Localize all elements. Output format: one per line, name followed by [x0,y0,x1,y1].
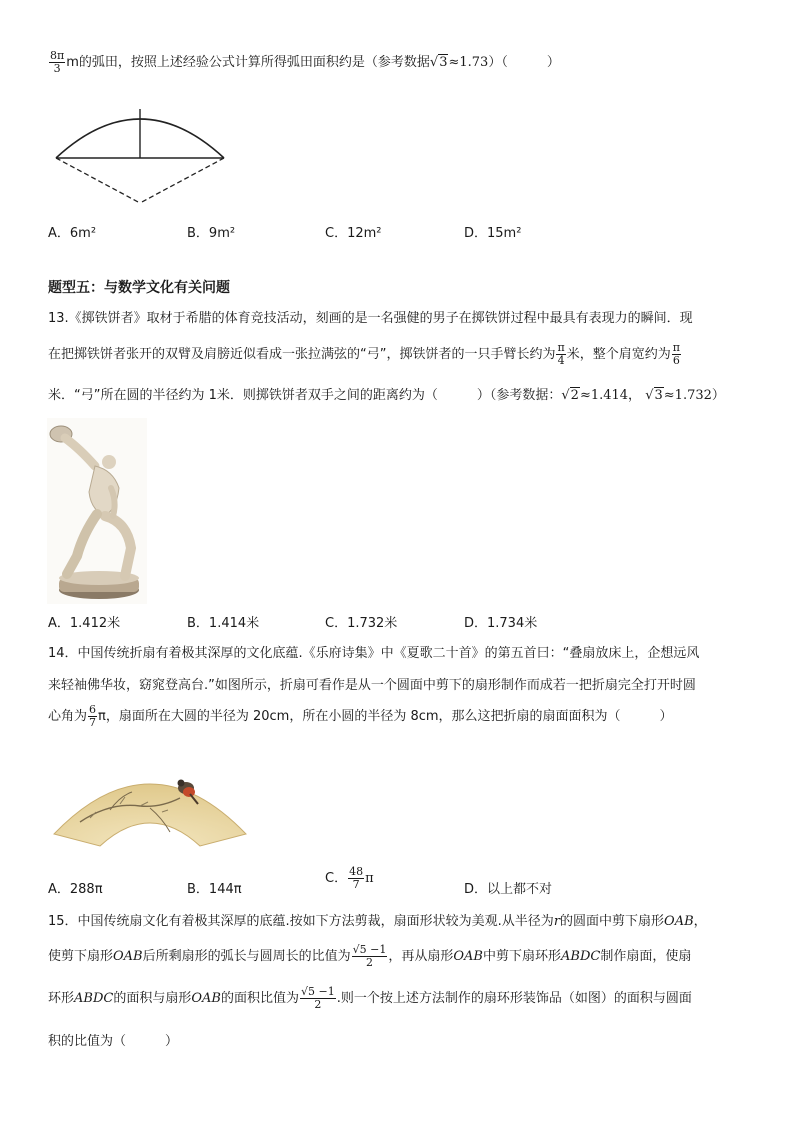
q14-fraction-angle: $\frac{6}{7}$ [89,703,97,729]
q13-fraction-arm: $\frac{\pi}{4}$ [557,341,565,367]
q14-option-d[interactable]: D．以上都不对 [464,882,553,897]
q12-option-a[interactable]: A．6m² [48,226,97,241]
q13-option-c[interactable]: C．1.732米 [325,616,398,631]
q12-option-b[interactable]: B．9m² [187,226,236,241]
q14-option-b[interactable]: B．144π [187,882,242,897]
section-heading: 题型五：与数学文化有关问题 [48,280,230,296]
q14-line2: 来轻袖佛华妆，窈窕登高台.”如图所示，折扇可看作是从一个圆面中剪下的扇形制作而成若一把折扇完全打开时圆 [48,678,696,693]
sqrt-symbol: √3 [429,55,448,70]
q15-line2: 使剪下扇形OAB后所剩扇形的弧长与圆周长的比值为 $\frac{√5 -1}{2}$ ，再从扇形OAB中剪下扇环形ABDC制作扇面，使扇 [48,943,692,969]
q14-option-c-fraction: $\frac{48}{7}$ [349,865,364,891]
q13-option-b[interactable]: B．1.414米 [187,616,260,631]
q14-line3: 心角为 $\frac{6}{7}$ π，扇面所在大圆的半径为 20cm，所在小圆的半径为 8cm，那么这把折扇的扇面面积为（ ） [48,703,673,729]
discobolus-statue-image [47,418,147,604]
sqrt-symbol: √3 [645,388,663,403]
q15-fraction-ratio: $\frac{√5 -1}{2}$ [352,943,387,969]
q15-line3: 环形ABDC的面积与扇形OAB的面积比值为 $\frac{√5 -1}{2}$ .则一个按上述方法制作的扇环形装饰品（如图）的面积与圆面 [48,985,692,1011]
q15-line4: 积的比值为（ ） [48,1034,179,1049]
arc-field-figure [50,100,230,210]
q15-line1: 15．中国传统扇文化有着极其深厚的底蕴.按如下方法剪裁，扇面形状较为美观.从半径为r的圆面中剪下扇形OAB， [48,914,707,929]
q12-option-d[interactable]: D．15m² [464,226,522,241]
q12-option-c[interactable]: C．12m² [325,226,382,241]
q15-fraction-area: $\frac{√5 -1}{2}$ [300,985,335,1011]
q14-line1: 14．中国传统折扇有着极其深厚的文化底蕴.《乐府诗集》中《夏歌二十首》的第五首曰：“叠扇放床上，企想远风 [48,646,700,661]
q13-option-a[interactable]: A．1.412米 [48,616,121,631]
q14-option-a[interactable]: A．288π [48,882,103,897]
q12-stem: $\frac{8\pi}{3}$ m的弧田，按照上述经验公式计算所得弧田面积约是（参考数据√3≈1.73）（ ） [50,49,560,75]
q14-option-c[interactable]: C． $\frac{48}{7}$ π [325,865,374,891]
q13-line2: 在把掷铁饼者张开的双臂及肩膀近似看成一张拉满弦的“弓”，掷铁饼者的一只手臂长约为 $\frac{\pi}{4}$ 米，整个肩宽约为 $\frac{\pi}{6}$ [48,341,680,367]
radius-dashed-right [140,158,224,203]
q13-option-d[interactable]: D．1.734米 [464,616,538,631]
folding-fan-image [50,752,250,852]
q13-line3: 米．“弓”所在圆的半径约为 1米．则掷铁饼者双手之间的距离约为（ ）（参考数据：√2≈1.414， √3≈1.732） [48,388,725,403]
q12-fraction: $\frac{8\pi}{3}$ [50,49,65,75]
radius-dashed-left [56,158,140,203]
q13-fraction-shoulder: $\frac{\pi}{6}$ [672,341,680,367]
sqrt-symbol: √2 [561,388,579,403]
q13-line1: 13.《掷铁饼者》取材于希腊的体育竞技活动，刻画的是一名强健的男子在掷铁饼过程中最具有表现力的瞬间．现 [48,311,693,326]
